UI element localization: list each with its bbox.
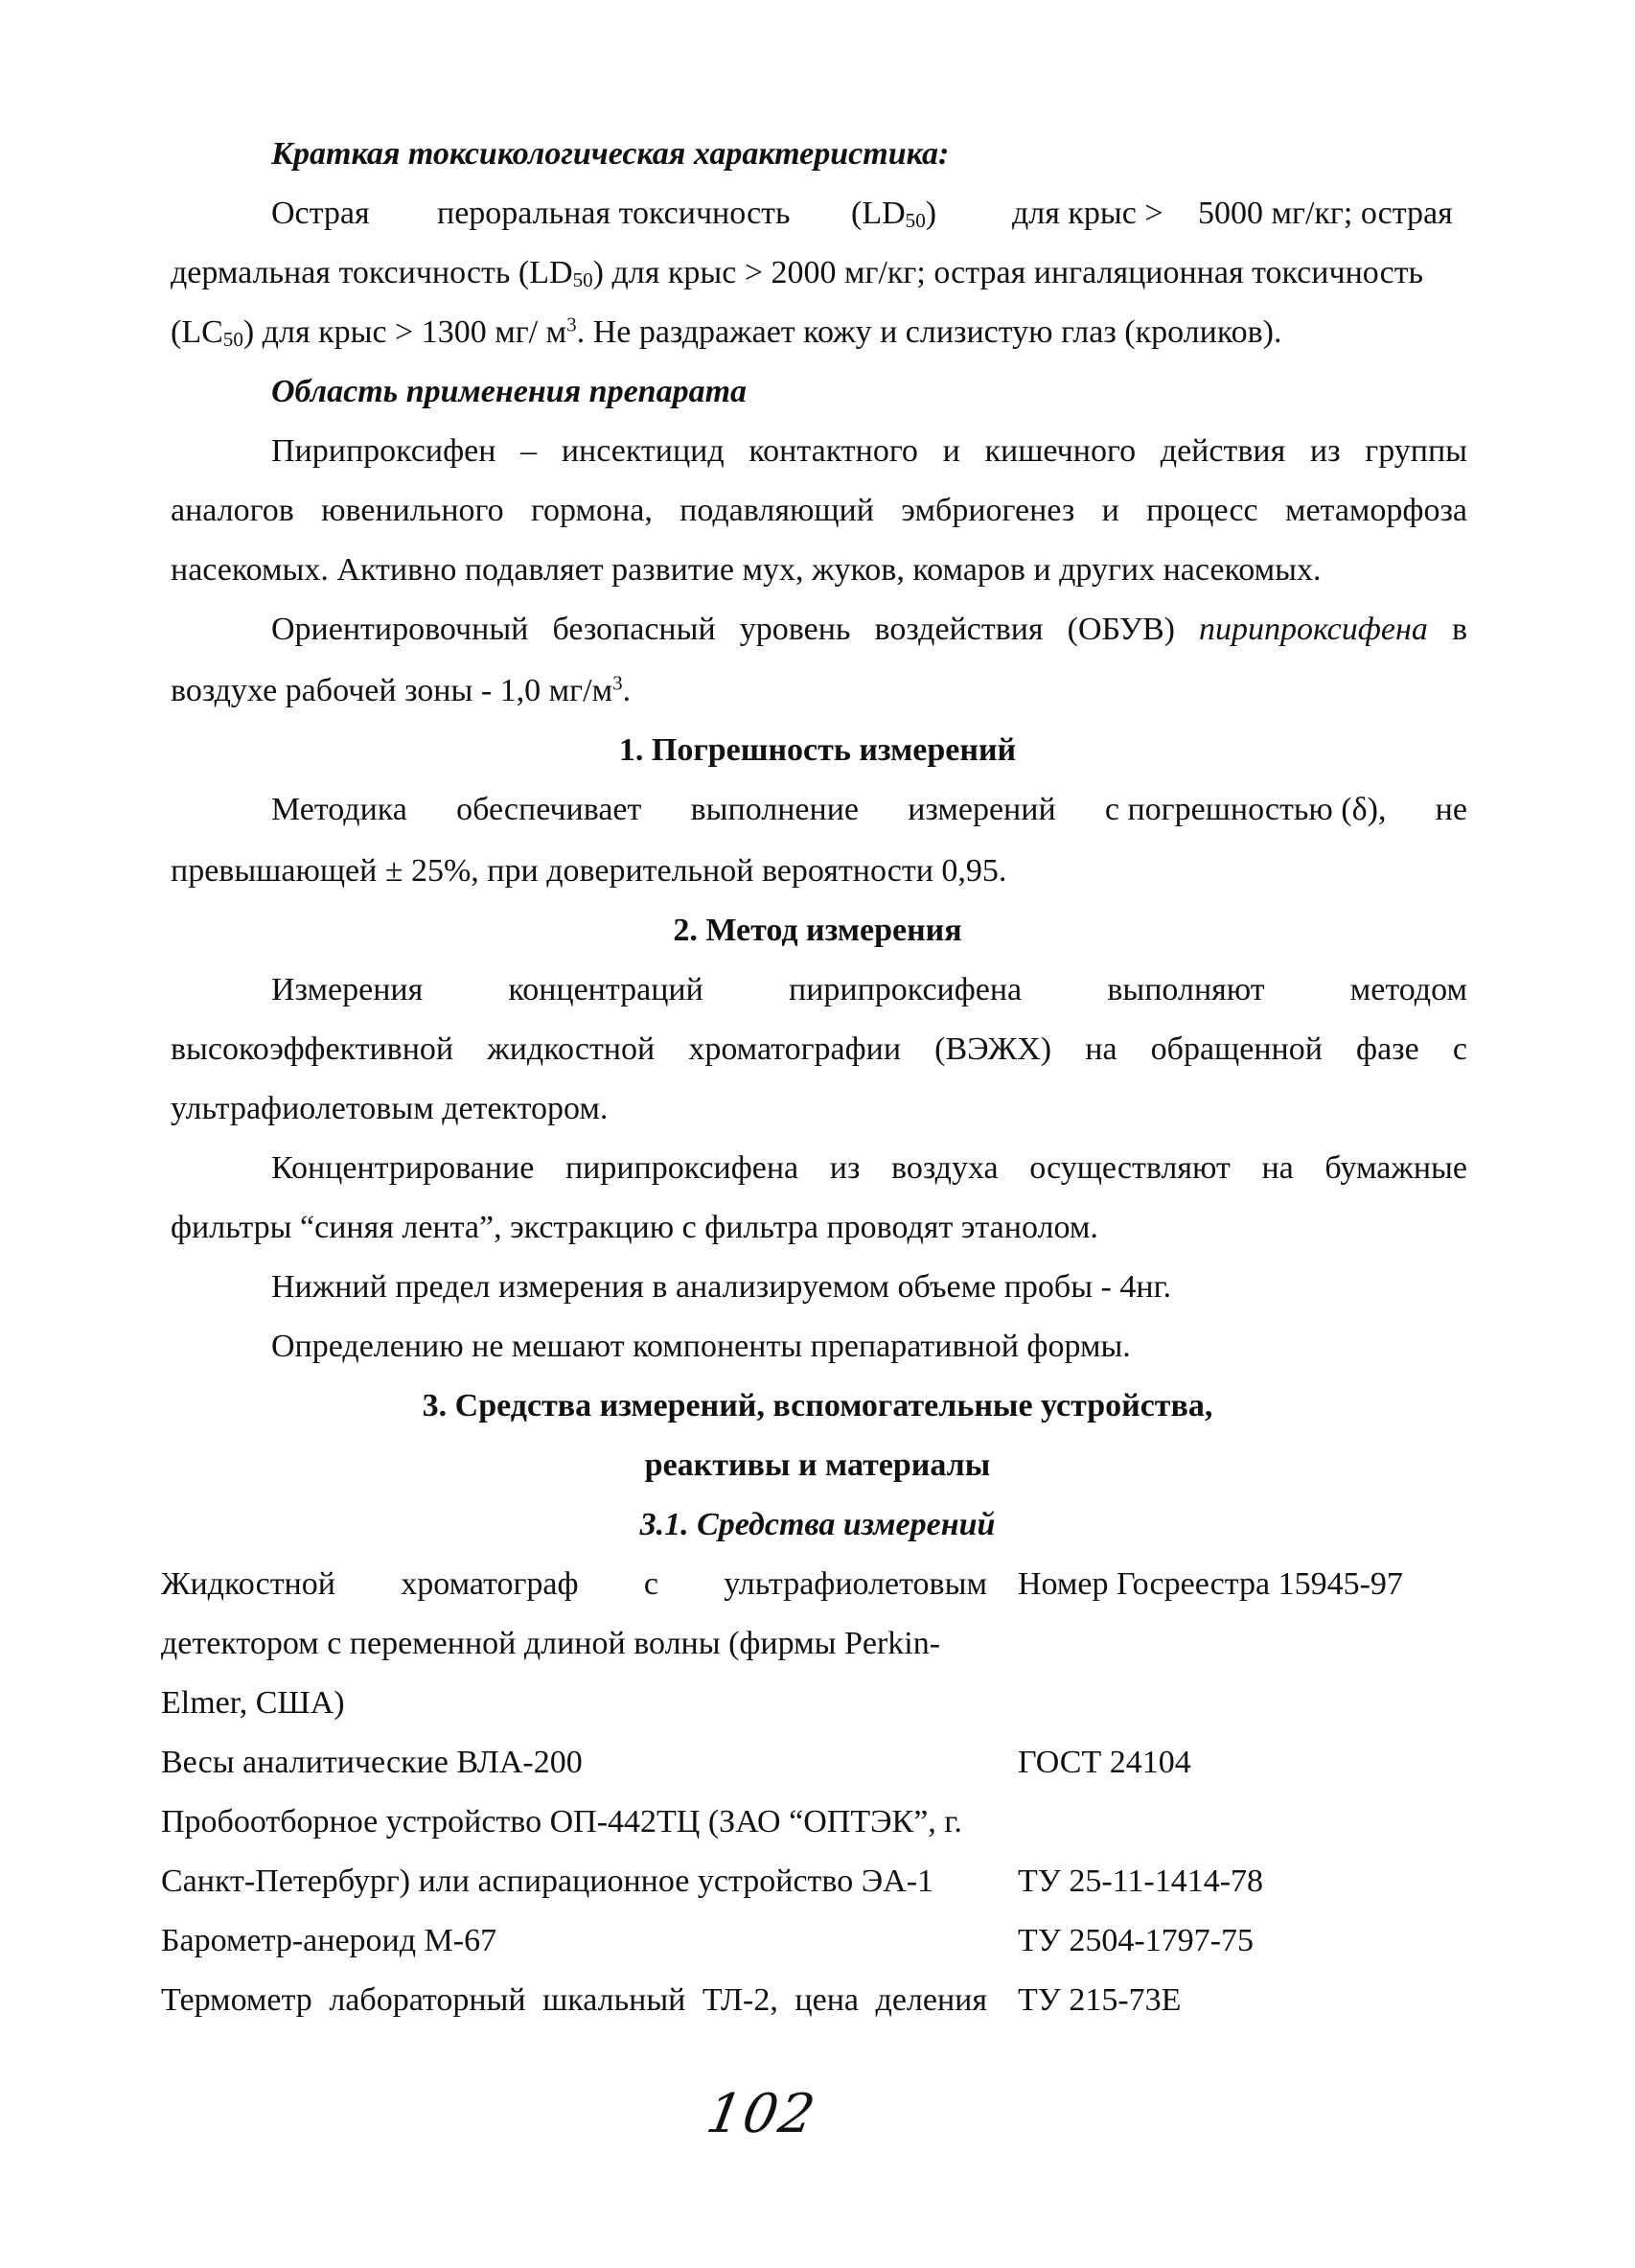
area-p2-line-2: воздухе рабочей зоны - 1,0 $мг/м^3$. [171,671,632,708]
section-2-line-4: Концентрирование пирипроксифена из воздуха осуществляют на бумажные [271,1150,1467,1186]
section-2-line-3: ультрафиолетовым детектором. [171,1091,609,1126]
instrument-1-ref: Номер Госреестра 15945-97 [1018,1566,1403,1602]
area-p1-line-1: Пирипроксифен – инсектицид контактного и кишечного действия из группы [271,433,1467,469]
section-2-line-1: Измерения концентраций пирипроксифена выполняют методом [271,972,1467,1007]
tox-line-1-w3: (LD50) [851,196,937,232]
instrument-2-ref: ГОСТ 24104 [1018,1745,1191,1780]
section-3-heading-line-1: 3. Средства измерений, вспомогательные устройства, [422,1388,1213,1423]
area-p2-line-1: Ориентировочный безопасный уровень воздействия (ОБУВ) пирипроксифена в [271,612,1467,647]
section-1-line-1: Методика обеспечивает выполнение измерений с погрешностью (δ), не [271,792,1467,827]
tox-line-1-w1: Острая [271,196,370,231]
page-number: 102 [702,2083,821,2145]
area-heading: Область применения препарата [271,374,748,409]
section-2-line-2: высокоэффективной жидкостной хроматографии (ВЭЖХ) на обращенной фазе с [171,1031,1467,1067]
tox-line-2: дермальная токсичность (LD50) для крыс > 2000 мг/кг; острая ингаляционная токсичность [171,255,1424,291]
instrument-3-line-1: Пробоотборное устройство ОП-442ТЦ (ЗАО “ОПТЭК”, г. [161,1804,962,1840]
instrument-2: Весы аналитические ВЛА-200 [161,1745,583,1780]
section-1-line-2: превышающей ± 25%, при доверительной вероятности 0,95. [171,853,1007,889]
section-2-heading: 2. Метод измерения [673,913,962,948]
section-2-line-7: Определению не мешают компоненты препаративной формы. [271,1329,1131,1364]
tox-line-3: (LC50) для крыс > 1300 мг/ $м^3$. Не раздражает кожу и слизистую глаз (кроликов). [171,312,1282,351]
tox-line-1-w5: 5000 мг/кг; острая [1198,196,1453,231]
instrument-1-line-1: Жидкостной хроматограф с ультрафиолетовым [161,1566,987,1602]
area-p1-line-2: аналогов ювенильного гормона, подавляющий эмбриогенез и процесс метаморфоза [171,493,1467,528]
section-3-1-subheading: 3.1. Средства измерений [639,1507,996,1542]
tox-heading: Краткая токсикологическая характеристика: [271,136,950,172]
section-2-line-5: фильтры “синяя лента”, экстракцию с фильтра проводят этанолом. [171,1210,1098,1245]
tox-line-1-w4: для крыс > [1012,196,1163,231]
section-1-heading: 1. Погрешность измерений [618,732,1017,768]
instrument-3-ref: ТУ 25-11-1414-78 [1018,1863,1264,1899]
section-2-line-6: Нижний предел измерения в анализируемом объеме пробы - 4нг. [271,1269,1172,1305]
section-3-heading-line-2: реактивы и материалы [644,1447,991,1483]
instrument-4-ref: ТУ 2504-1797-75 [1018,1923,1254,1958]
instrument-5-ref: ТУ 215-73Е [1018,1982,1182,2018]
area-p1-line-3: насекомых. Активно подавляет развитие мух, жуков, комаров и других насекомых. [171,552,1322,588]
instrument-1-line-3: Elmer, США) [161,1685,345,1721]
instrument-1-line-2: детектором с переменной длиной волны (фирмы Perkin- [161,1626,941,1661]
tox-line-1-w2: пероральная токсичность [437,196,791,231]
instrument-4: Барометр-анероид М-67 [161,1923,497,1958]
instrument-5: Термометр лабораторный шкальный ТЛ-2, цена деления [161,1982,987,2018]
instrument-3-line-2: Санкт-Петербург) или аспирационное устройство ЭА-1 [161,1863,934,1899]
